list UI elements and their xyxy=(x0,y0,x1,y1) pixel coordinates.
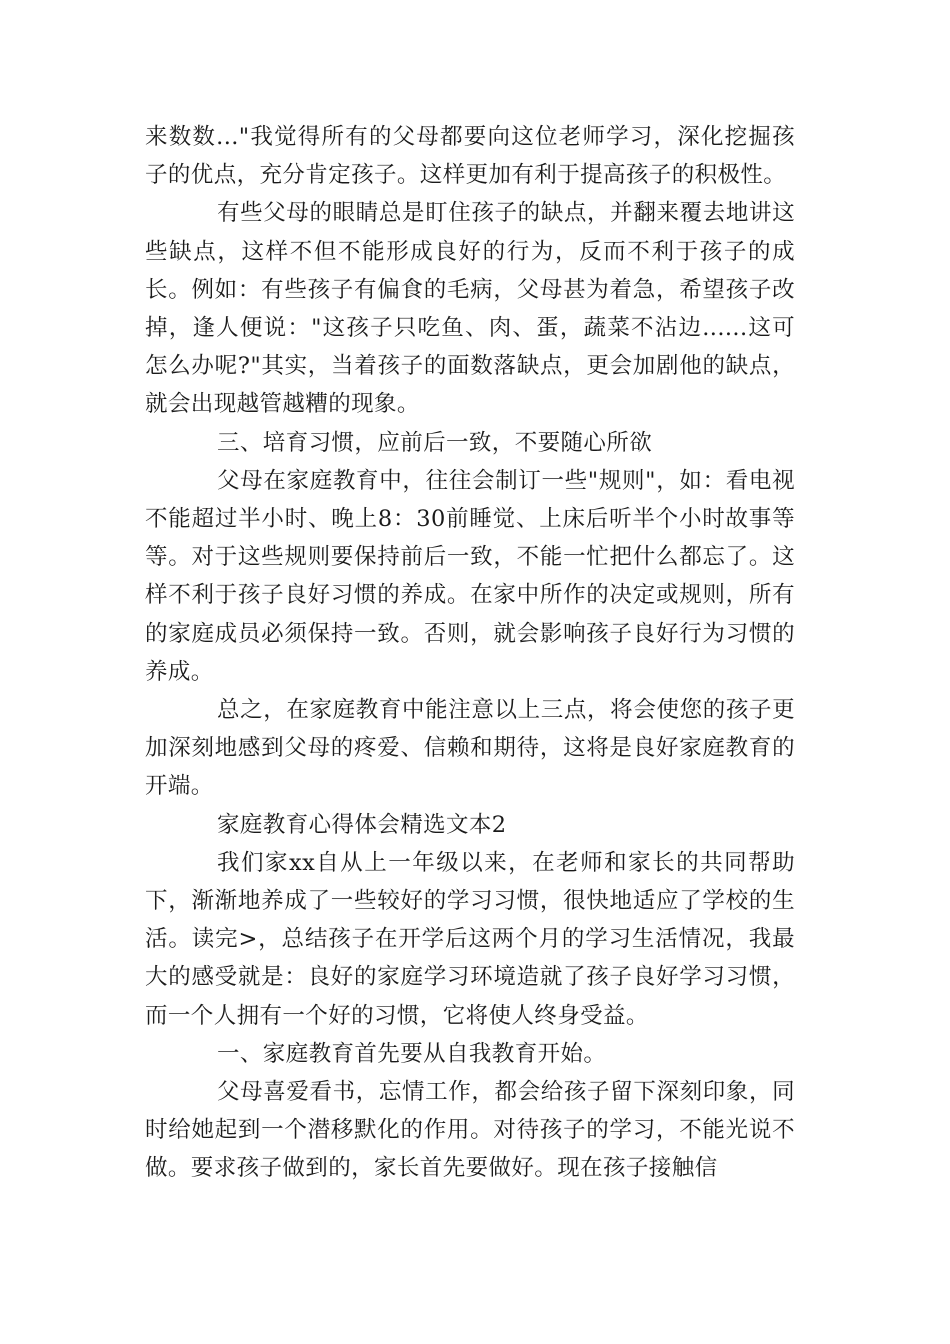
article-title-2: 家庭教育心得体会精选文本2 xyxy=(217,811,507,838)
section-heading-1: 一、家庭教育首先要从自我教育开始。 xyxy=(217,1040,607,1067)
paragraph-5: 总之，在家庭教育中能注意以上三点，将会使您的孩子更加深刻地感到父母的疼爱、信赖和期待，这将是良好家庭教育的开端。 xyxy=(145,697,795,800)
paragraph-1: 来数数..."我觉得所有的父母都要向这位老师学习，深化挖掘孩子的优点，充分肯定孩子。这样更加有利于提高孩子的积极性。 xyxy=(145,124,795,189)
paragraph-4: 父母在家庭教育中，往往会制订一些"规则"，如：看电视不能超过半小时、晚上8：30前睡觉、上床后听半个小时故事等等。对于这些规则要保持前后一致，不能一忙把什么都忘了。这样不利于孩子良好习惯的养成。在家中所作的决定或规则，所有的家庭成员必须保持一致。否则，就会影响孩子良好行为习惯的养成。 xyxy=(145,467,795,685)
section-heading-3: 三、培育习惯，应前后一致，不要随心所欲 xyxy=(217,429,653,456)
paragraph-7: 我们家xx自从上一年级以来，在老师和家长的共同帮助下，渐渐地养成了一些较好的学习习惯，很快地适应了学校的生活。读完>，总结孩子在开学后这两个月的学习生活情况，我最大的感受就是：良好的家庭学习环境造就了孩子良好学习习惯，而一个人拥有一个好的习惯，它将使人终身受益。 xyxy=(145,849,795,1029)
paragraph-2: 有些父母的眼睛总是盯住孩子的缺点，并翻来覆去地讲这些缺点，这样不但不能形成良好的行为，反而不利于孩子的成长。例如：有些孩子有偏食的毛病，父母甚为着急，希望孩子改掉，逢人便说："这孩子只吃鱼、肉、蛋，蔬菜不沾边......这可怎么办呢?"其实，当着孩子的面数落缺点，更会加剧他的缺点，就会出现越管越糟的现象。 xyxy=(145,200,795,418)
document-body xyxy=(145,118,795,1188)
paragraph-9: 父母喜爱看书，忘情工作，都会给孩子留下深刻印象，同时给她起到一个潜移默化的作用。对待孩子的学习，不能光说不做。要求孩子做到的，家长首先要做好。现在孩子接触信 xyxy=(145,1079,795,1182)
